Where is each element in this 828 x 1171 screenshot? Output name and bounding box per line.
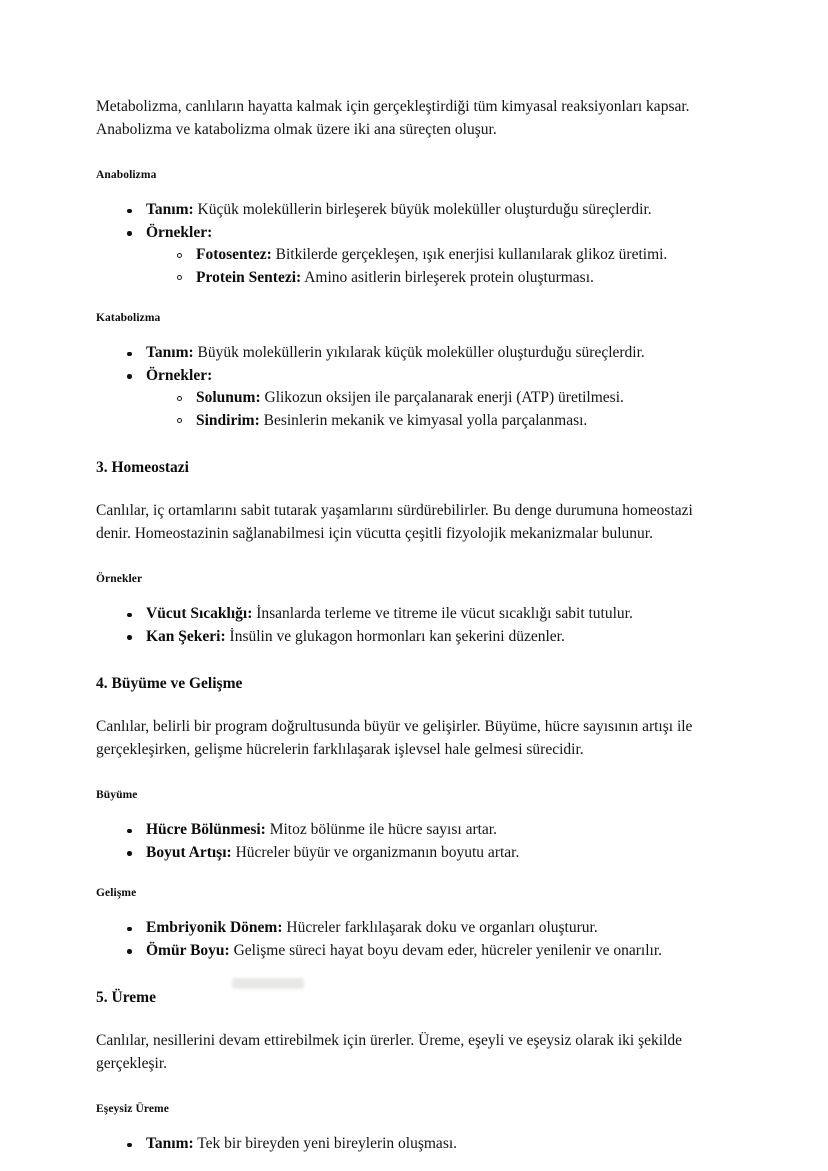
section-heading-homeostazi: 3. Homeostazi — [96, 459, 189, 476]
subheading-gelisme: Gelişme — [96, 887, 137, 899]
bullet-disc-icon — [127, 209, 132, 214]
list-katabolizma — [96, 342, 725, 432]
section-heading-ureme: 5. Üreme — [96, 989, 156, 1006]
list-item — [96, 365, 725, 433]
list-item — [146, 267, 725, 290]
item-term: Kan Şekeri: — [146, 627, 226, 645]
item-text: Bitkilerde gerçekleşen, ışık enerjisi kullanılarak glikoz üretimi. — [271, 246, 668, 263]
item-term: Örnekler: — [146, 366, 213, 384]
item-term: Protein Sentezi: — [196, 268, 302, 286]
item-term: Embriyonik Dönem: — [146, 919, 283, 936]
list-item — [96, 1133, 725, 1156]
item-text: İnsanlarda terleme ve titreme ile vücut sıcaklığı sabit tutulur. — [252, 605, 633, 622]
bullet-disc-icon — [127, 949, 132, 954]
item-text: Hücreler büyür ve organizmanın boyutu artar. — [231, 843, 520, 861]
list-item — [96, 626, 725, 649]
bullet-disc-icon — [127, 829, 132, 834]
item-term: Solunum: — [196, 389, 261, 406]
sublist-anabolizma-ornekler — [146, 244, 725, 289]
item-text: Gelişme süreci hayat boyu devam eder, hücreler yenilenir ve onarılır. — [229, 941, 663, 959]
item-text: Tek bir bireyden yeni bireylerin oluşması. — [193, 1135, 458, 1152]
list-item — [96, 222, 725, 290]
list-item — [96, 199, 725, 222]
bullet-circle-icon — [177, 396, 182, 401]
list-item — [96, 917, 725, 940]
item-text: Hücreler farklılaşarak doku ve organları oluşturur. — [282, 919, 598, 936]
subheading-anabolizma: Anabolizma — [96, 169, 157, 181]
list-buyume — [96, 819, 725, 864]
item-text: Amino asitlerin birleşerek protein oluşturması. — [301, 268, 594, 286]
list-item — [96, 342, 725, 365]
subheading-esyesiz-ureme: Eşeysiz Üreme — [96, 1103, 169, 1115]
list-gelisme — [96, 917, 725, 962]
item-term: Tanım: — [146, 201, 194, 218]
buyume-gelisme-paragraph: Canlılar, belirli bir program doğrultusunda büyür ve gelişirler. Büyüme, hücre sayısının artışı ile gerçekleşirken, gelişme hücrelerin farklılaşarak işlevsel hale gelmesi sürecidir. — [96, 718, 693, 758]
list-item — [96, 940, 725, 963]
item-text: Glikozun oksijen ile parçalanarak enerji (ATP) üretilmesi. — [260, 389, 624, 406]
bullet-disc-icon — [127, 231, 132, 236]
list-item — [96, 842, 725, 865]
ureme-paragraph: Canlılar, nesillerini devam ettirebilmek için ürerler. Üreme, eşeyli ve eşeysiz olarak iki şekilde gerçekleşir. — [96, 1032, 683, 1072]
item-term: Örnekler: — [146, 223, 213, 241]
list-esyesiz-ureme — [96, 1133, 725, 1156]
bullet-disc-icon — [127, 613, 132, 618]
item-text: İnsülin ve glukagon hormonları kan şekerini düzenler. — [225, 627, 565, 645]
bullet-disc-icon — [127, 851, 132, 856]
item-term: Hücre Bölünmesi: — [146, 821, 266, 838]
item-term: Boyut Artışı: — [146, 843, 232, 861]
subheading-buyume: Büyüme — [96, 789, 138, 801]
item-term: Sindirim: — [196, 411, 260, 429]
item-term: Tanım: — [146, 344, 194, 361]
bullet-circle-icon — [177, 253, 182, 258]
list-item — [146, 410, 725, 433]
list-homeostazi-ornekler — [96, 603, 725, 648]
item-text: Besinlerin mekanik ve kimyasal yolla parçalanması. — [259, 411, 588, 429]
bullet-disc-icon — [127, 927, 132, 932]
list-item — [146, 387, 725, 410]
bullet-disc-icon — [127, 374, 132, 379]
item-term: Ömür Boyu: — [146, 941, 230, 959]
sublist-katabolizma-ornekler — [146, 387, 725, 432]
bullet-disc-icon — [127, 352, 132, 357]
item-term: Tanım: — [146, 1135, 194, 1152]
list-item — [96, 603, 725, 626]
item-term: Vücut Sıcaklığı: — [146, 605, 253, 622]
item-text: Mitoz bölünme ile hücre sayısı artar. — [265, 821, 497, 838]
intro-paragraph: Metabolizma, canlıların hayatta kalmak için gerçekleştirdiği tüm kimyasal reaksiyonları kapsar. Anabolizma ve katabolizma olmak üzere iki ana süreçten oluşur. — [96, 98, 690, 138]
bullet-circle-icon — [177, 418, 182, 423]
item-text: Büyük moleküllerin yıkılarak küçük moleküller oluşturduğu süreçlerdir. — [193, 344, 645, 361]
homeostazi-paragraph: Canlılar, iç ortamlarını sabit tutarak yaşamlarını sürdürebilirler. Bu denge durumuna homeostazi denir. Homeostazinin sağlanabilmesi için vücutta çeşitli fizyolojik mekanizmalar bulunur. — [96, 502, 693, 542]
subheading-homeostazi-ornekler: Örnekler — [96, 573, 143, 585]
list-anabolizma — [96, 199, 725, 289]
subheading-katabolizma: Katabolizma — [96, 312, 161, 324]
bullet-disc-icon — [127, 635, 132, 640]
list-item — [146, 244, 725, 267]
section-heading-buyume-gelisme: 4. Büyüme ve Gelişme — [96, 675, 243, 692]
item-term: Fotosentez: — [196, 246, 272, 263]
bullet-circle-icon — [177, 275, 182, 280]
bullet-disc-icon — [127, 1143, 132, 1148]
item-text: Küçük moleküllerin birleşerek büyük moleküller oluşturduğu süreçlerdir. — [193, 201, 652, 218]
list-item — [96, 819, 725, 842]
